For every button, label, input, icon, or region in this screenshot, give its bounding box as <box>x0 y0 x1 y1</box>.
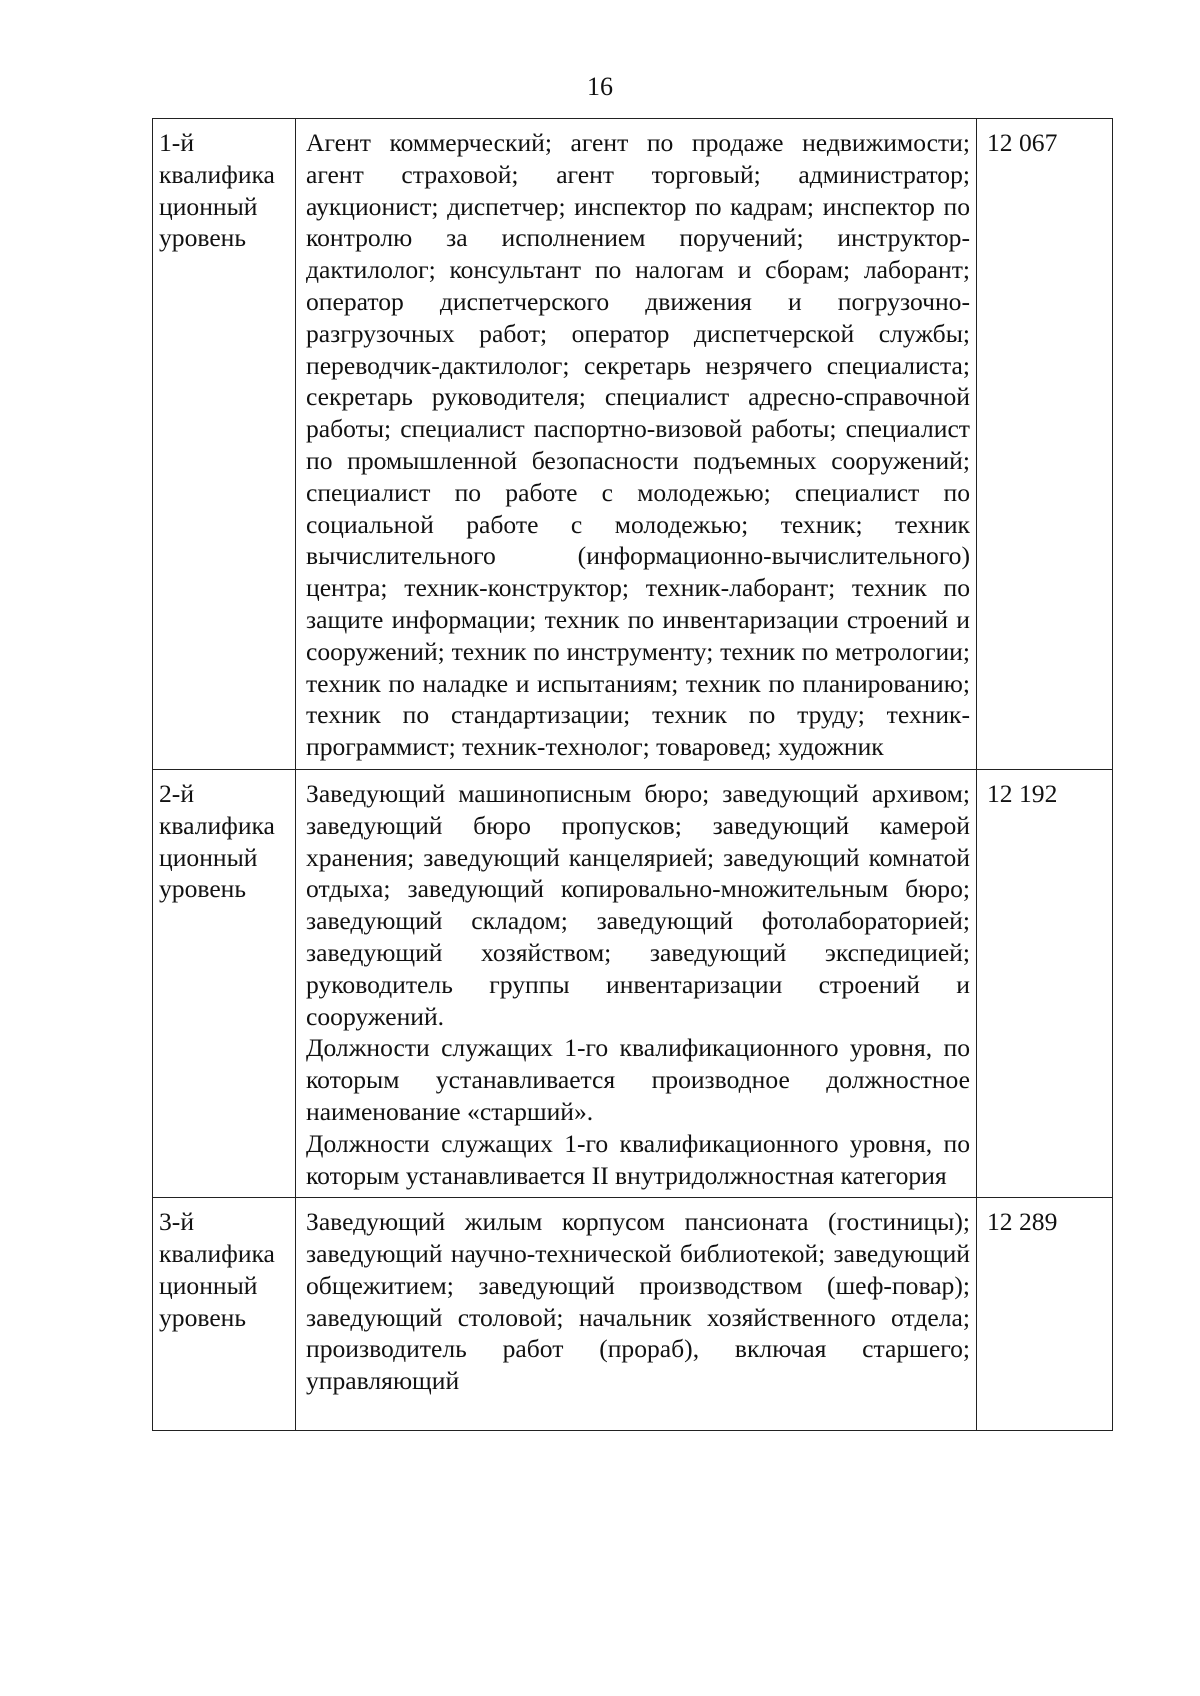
level-text: уровень <box>159 223 247 253</box>
page-number: 16 <box>587 72 613 101</box>
level-text: уровень <box>159 1302 247 1332</box>
level-text: ционный <box>159 191 258 221</box>
positions-paragraph: Агент коммерческий; агент по продаже недвижимости; агент страховой; агент торговый; администратор; аукционист; диспетчер; инспектор по кадрам; инспектор по контролю за исполнением поручений; инструктор-дактилолог; консультант по налогам и сборам; лаборант; оператор диспетчерского движения и погрузочно-разгрузочных работ; оператор диспетчерской службы; переводчик-дактилолог; секретарь незрячего специалиста; секретарь руководителя; специалист адресно-справочной работы; специалист паспортно-визовой работы; специалист по промышленной безопасности подъемных сооружений; специалист по работе с молодежью; специалист по социальной работе с молодежью; техник; техник вычислительного (информационно-вычислительного) центра; техник-конструктор; техник-лаборант; техник по защите информации; техник по инвентаризации строений и сооружений; техник по инструменту; техник по метрологии; техник по наладке и испытаниям; техник по планированию; техник по стандартизации; техник по труду; техник-программист; техник-технолог; товаровед; художник <box>306 128 970 762</box>
positions-paragraph: Должности служащих 1-го квалификационного уровня, по которым устанавливается производное должностное наименование «старший». <box>306 1033 970 1126</box>
positions-cell <box>296 119 977 770</box>
level-text: 3-й <box>159 1207 195 1237</box>
level-text: квалифика <box>159 810 275 840</box>
level-cell <box>153 769 296 1197</box>
positions-cell <box>296 1198 977 1431</box>
table-row <box>153 769 1113 1197</box>
positions-paragraph: Заведующий машинописным бюро; заведующий архивом; заведующий бюро пропусков; заведующий камерой хранения; заведующий канцелярией; заведующий комнатой отдыха; заведующий копировально-множительным бюро; заведующий складом; заведующий фотолабораторией; заведующий хозяйством; заведующий экспедицией; руководитель группы инвентаризации строений и сооружений. <box>306 778 970 1031</box>
level-cell <box>153 119 296 770</box>
table-row <box>153 119 1113 770</box>
level-text: 1-й <box>159 128 195 157</box>
positions-cell <box>296 769 977 1197</box>
qualification-table <box>152 118 1113 1431</box>
salary-cell: 12 192 <box>977 769 1113 1197</box>
level-text: ционный <box>159 1270 258 1300</box>
level-text: квалифика <box>159 1239 275 1269</box>
level-text: ционный <box>159 842 258 872</box>
level-text: уровень <box>159 874 247 904</box>
level-cell <box>153 1198 296 1431</box>
level-text: квалифика <box>159 159 275 189</box>
level-text: 2-й <box>159 778 195 808</box>
salary-cell: 12 289 <box>977 1198 1113 1431</box>
table-row <box>153 1198 1113 1431</box>
salary-cell: 12 067 <box>977 119 1113 770</box>
positions-paragraph: Заведующий жилым корпусом пансионата (гостиницы); заведующий научно-технической библиотекой; заведующий общежитием; заведующий производством (шеф-повар); заведующий столовой; начальник хозяйственного отдела; производитель работ (прораб), включая старшего; управляющий <box>306 1207 970 1396</box>
positions-paragraph: Должности служащих 1-го квалификационного уровня, по которым устанавливается II внутридолжностная категория <box>306 1128 970 1190</box>
